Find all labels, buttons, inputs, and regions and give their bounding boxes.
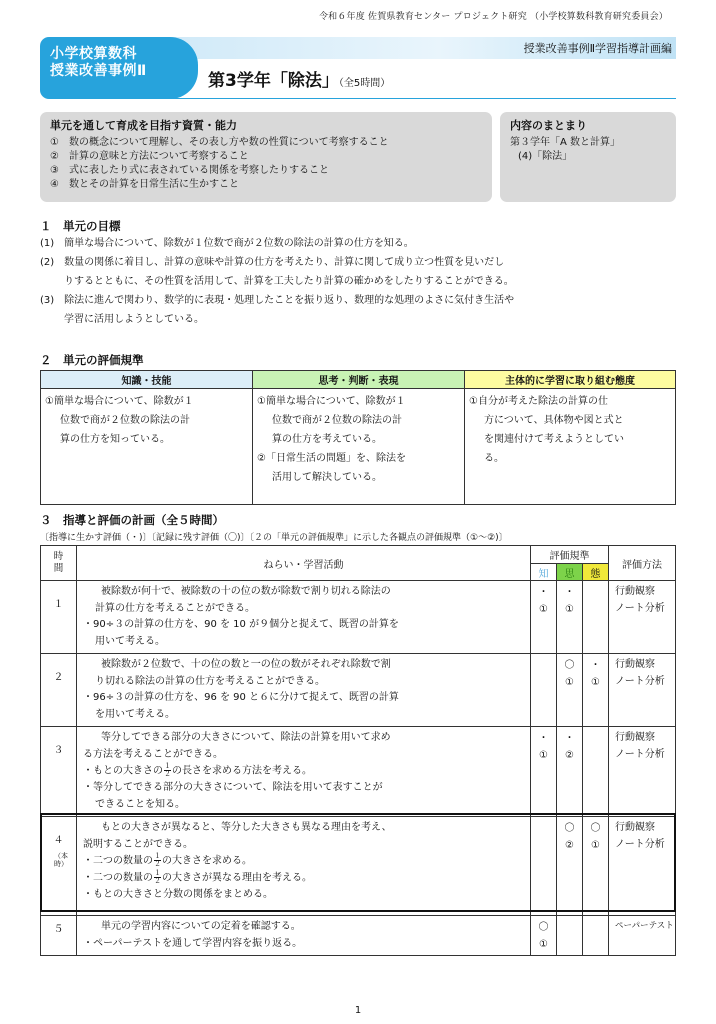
activity-text: ・96÷３の計算の仕方を、96 を 90 と６に分けて捉えて、既習の計算 <box>83 692 399 703</box>
criteria-line: 方について、具体物や図と式と <box>484 415 624 426</box>
mark-think <box>557 727 583 817</box>
mark-know <box>531 581 557 654</box>
mark-think <box>557 916 583 956</box>
method-line: ノート分析 <box>615 838 665 850</box>
criteria-line: ②「日常生活の問題」を、除法を <box>257 453 406 464</box>
competency-item: ③ 式に表したり式に表されている関係を考察したりすること <box>50 165 329 176</box>
plan-header-criteria: 評価規準 <box>531 546 609 564</box>
mark-think <box>557 817 583 916</box>
activity-text: ・もとの大きさと分数の関係をまとめる。 <box>83 889 273 900</box>
activity-text: 単元の学習内容についての定着を確認する。 <box>101 921 301 932</box>
summary-line: (4)「除法」 <box>518 151 573 162</box>
plan-note: 〔指導に生かす評価（・)〕〔記録に残す評価（〇)〕〔２の「単元の評価規準」に示した各観点の評価規準（①～②)〕 <box>40 533 508 543</box>
criteria-line: 位数で商が２位数の除法の計 <box>60 415 190 426</box>
plan-header-know: 知 <box>531 564 557 581</box>
activity-text: 被除数が何十で、被除数の十の位の数が除数で割り切れる除法の <box>101 586 391 597</box>
method-line: ノート分析 <box>615 748 665 760</box>
mark-attitude <box>583 654 609 727</box>
mark-bottom: ② <box>565 839 574 851</box>
criteria-table <box>40 370 676 505</box>
fraction-half <box>154 870 161 885</box>
goals-list <box>40 234 680 329</box>
plan-header-time <box>41 546 77 581</box>
series-line-2: 授業改善事例Ⅱ <box>50 63 147 79</box>
criteria-line: ①自分が考えた除法の計算の仕 <box>469 396 608 407</box>
mark-top: 〇 <box>564 660 575 671</box>
mark-attitude <box>583 916 609 956</box>
mark-attitude <box>583 581 609 654</box>
criteria-heading: ２ 単元の評価規準 <box>40 353 144 367</box>
criteria-attitude <box>465 389 676 505</box>
page-number: 1 <box>354 1005 362 1016</box>
goal-item: りするとともに、その性質を活用して、計算を工夫したり計算の確かめをしたりすることができる。 <box>64 276 514 287</box>
series-line-1: 小学校算数科 <box>50 46 137 62</box>
fraction-denominator: ２ <box>154 877 161 885</box>
activity-text: ・二つの数量の <box>83 855 153 867</box>
activity-text: 等分してできる部分の大きさについて、除法の計算を用いて求め <box>101 732 391 743</box>
unit-title-text: 第3学年「除法」 <box>208 71 339 91</box>
mark-bottom: ② <box>565 749 574 761</box>
activity-text: ・90÷３の計算の仕方を、90 を 10 が９個分と捉えて、既習の計算を <box>83 619 399 630</box>
mark-top: ・ <box>590 660 601 671</box>
activity-text: の大きさが異なる理由を考える。 <box>162 872 312 884</box>
fraction-numerator: １ <box>154 852 161 860</box>
competency-heading: 単元を通して育成を目指す資質・能力 <box>50 119 237 132</box>
goal-item: (3) 除法に進んで関わり、数学的に表現・処理したことを振り返り、数理的な処理のよさに気付き生活や <box>40 295 515 306</box>
plan-method <box>609 727 676 817</box>
mark-bottom: ① <box>565 676 574 688</box>
summary-heading: 内容のまとまり <box>510 119 587 132</box>
plan-time <box>41 916 77 956</box>
goals-heading: １ 単元の目標 <box>40 219 121 233</box>
plan-method <box>609 817 676 916</box>
plan-method <box>609 581 676 654</box>
competency-box <box>40 112 492 202</box>
fraction-numerator: １ <box>164 762 171 770</box>
plan-activity <box>77 916 531 956</box>
mark-know <box>531 727 557 817</box>
competency-item: ② 計算の意味と方法について考察すること <box>50 151 249 162</box>
plan-activity <box>77 654 531 727</box>
mark-bottom: ① <box>539 938 548 950</box>
lesson-number: ４ <box>53 835 64 846</box>
plan-table <box>40 545 676 956</box>
plan-header-activity: ねらい・学習活動 <box>77 546 531 581</box>
plan-header-attitude: 態 <box>583 564 609 581</box>
fraction-half <box>164 763 171 778</box>
lesson-number: ３ <box>53 745 64 756</box>
criteria-line: を関連付けて考えようとしてい <box>484 434 624 445</box>
mark-think <box>557 581 583 654</box>
mark-know <box>531 916 557 956</box>
method-line: ノート分析 <box>615 602 665 614</box>
activity-text: ・二つの数量の <box>83 872 153 884</box>
plan-time <box>41 581 77 654</box>
activity-text: ・等分してできる部分の大きさについて、除法を用いて表すことが <box>83 782 383 793</box>
plan-row <box>41 581 676 654</box>
lesson-number: １ <box>53 599 64 610</box>
fraction-numerator: １ <box>154 869 161 877</box>
mark-top: 〇 <box>564 823 575 834</box>
criteria-header-knowledge: 知識・技能 <box>41 371 253 389</box>
criteria-thinking <box>253 389 465 505</box>
plan-method <box>609 916 676 956</box>
header-org-line: 令和６年度 佐賀県教育センター プロジェクト研究 （小学校算数科教育研究委員会） <box>318 12 668 22</box>
fraction-denominator: ２ <box>164 770 171 778</box>
plan-method <box>609 654 676 727</box>
activity-text: り切れる除法の計算の仕方を考えることができる。 <box>95 675 325 687</box>
banner-subtitle: 授業改善事例Ⅱ学習指導計画編 <box>523 42 672 55</box>
mark-top: ・ <box>564 733 575 744</box>
lesson-number: ５ <box>53 924 64 935</box>
summary-line: 第３学年「A 数と計算」 <box>510 137 621 148</box>
method-line: 行動観察 <box>615 659 655 670</box>
method-line: ペーパーテスト <box>615 921 674 931</box>
criteria-line: 算の仕方を考えている。 <box>272 434 382 445</box>
mark-top: 〇 <box>538 922 549 933</box>
goal-item: 学習に活用しようとしている。 <box>64 314 204 325</box>
fraction-half <box>154 853 161 868</box>
activity-text: もとの大きさが異なると、等分した大きさも異なる理由を考え、 <box>101 822 392 833</box>
plan-heading: ３ 指導と評価の計画（全５時間） <box>40 513 224 527</box>
criteria-line: ①簡単な場合について、除数が１ <box>257 396 406 407</box>
mark-bottom: ① <box>539 603 548 615</box>
plan-time <box>41 727 77 817</box>
mark-top: 〇 <box>590 823 601 834</box>
plan-activity <box>77 727 531 817</box>
mark-know <box>531 817 557 916</box>
plan-row <box>41 654 676 727</box>
mark-bottom: ① <box>539 749 548 761</box>
plan-activity <box>77 817 531 916</box>
plan-row <box>41 727 676 817</box>
plan-row <box>41 916 676 956</box>
method-line: 行動観察 <box>615 586 655 597</box>
criteria-header-attitude: 主体的に学習に取り組む態度 <box>465 371 676 389</box>
competency-item: ① 数の概念について理解し、その表し方や数の性質について考察すること <box>50 137 389 148</box>
mark-attitude <box>583 817 609 916</box>
criteria-header-thinking: 思考・判断・表現 <box>253 371 465 389</box>
criteria-line: る。 <box>484 453 504 464</box>
criteria-line: 算の仕方を知っている。 <box>60 434 170 445</box>
mark-bottom: ① <box>591 676 600 688</box>
activity-text: 用いて考える。 <box>95 635 165 647</box>
mark-top: ・ <box>538 733 549 744</box>
unit-period: （全5時間） <box>338 78 391 89</box>
goal-item: (2) 数量の関係に着目し、計算の意味や計算の仕方を考えたり、計算に関して成り立つ性質を見いだし <box>40 257 505 268</box>
activity-text: を用いて考える。 <box>95 708 175 720</box>
activity-text: ・ペーパーテストを通して学習内容を振り返る。 <box>83 937 303 949</box>
plan-time <box>41 654 77 727</box>
method-line: 行動観察 <box>615 732 655 743</box>
plan-time <box>41 817 77 916</box>
summary-box <box>500 112 676 202</box>
mark-top: ・ <box>538 587 549 598</box>
criteria-line: 活用して解決している。 <box>272 472 382 483</box>
series-badge <box>40 37 198 99</box>
activity-text: の長さを求める方法を考える。 <box>172 765 312 777</box>
activity-text: 計算の仕方を考えることができる。 <box>95 602 255 614</box>
goal-item: (1) 簡単な場合について、除数が１位数で商が２位数の除法の計算の仕方を知る。 <box>40 238 414 249</box>
activity-text: る方法を考えることができる。 <box>83 748 223 760</box>
activity-text: ・もとの大きさの <box>83 765 163 777</box>
mark-think <box>557 654 583 727</box>
criteria-line: ①簡単な場合について、除数が１ <box>45 396 194 407</box>
competency-item: ④ 数とその計算を日常生活に生かすこと <box>50 179 239 190</box>
current-lesson-tag: （本時） <box>54 851 68 868</box>
activity-text: 被除数が２位数で、十の位の数と一の位の数がそれぞれ除数で割 <box>101 659 391 670</box>
mark-bottom: ① <box>591 839 600 851</box>
lesson-number: ２ <box>53 672 64 683</box>
criteria-line: 位数で商が２位数の除法の計 <box>272 415 402 426</box>
method-line: 行動観察 <box>615 822 655 833</box>
mark-attitude <box>583 727 609 817</box>
plan-header-think: 思 <box>557 564 583 581</box>
plan-activity <box>77 581 531 654</box>
fraction-denominator: ２ <box>154 860 161 868</box>
plan-row <box>41 817 676 916</box>
activity-text: の大きさを求める。 <box>162 855 252 867</box>
activity-text: 説明することができる。 <box>83 838 193 850</box>
unit-title <box>208 66 390 91</box>
plan-header-time-label: 時間 <box>53 551 64 574</box>
criteria-knowledge <box>41 389 253 505</box>
method-line: ノート分析 <box>615 675 665 687</box>
mark-top: ・ <box>564 587 575 598</box>
plan-header-method: 評価方法 <box>609 546 676 581</box>
mark-bottom: ① <box>565 603 574 615</box>
mark-know <box>531 654 557 727</box>
activity-text: できることを知る。 <box>95 798 185 810</box>
